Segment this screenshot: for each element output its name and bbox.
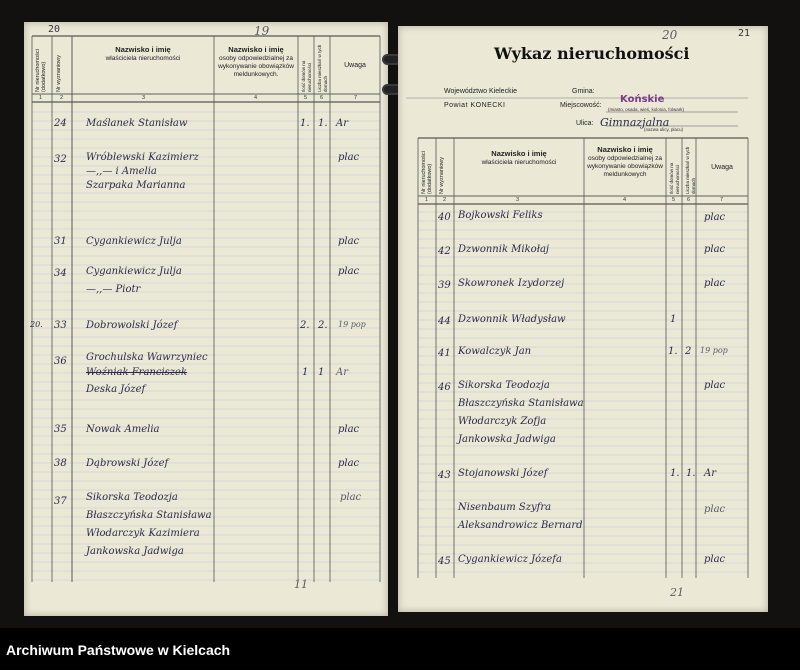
entry-owner: Maślanek Stanisław — [86, 118, 188, 129]
entry-owner: Aleksandrowicz Bernard — [458, 520, 583, 531]
header-responsible-sub: osoby odpowiedzialnej za wykonywanie obowiązków meldunkowych. — [218, 55, 294, 78]
entry-flats: 1 — [318, 367, 325, 378]
bottom-pencil-mark: 21 — [670, 586, 684, 599]
entry-houses: 1 — [302, 367, 309, 378]
entry-owner: Deska Józef — [86, 384, 146, 395]
entry-owner: Sikorska Teodozja — [458, 380, 550, 391]
bottom-pencil-mark: 11 — [294, 578, 308, 591]
colnum-1: 1 — [425, 197, 429, 203]
header-responsible-sub: osoby odpowiedzialnej za wykonywanie obowiązków meldunkowych — [587, 155, 663, 178]
entry-flats: 2. — [318, 320, 328, 331]
colnum-3: 3 — [516, 197, 520, 203]
entry-owner: Dzwonnik Mikołaj — [458, 244, 550, 255]
entry-owner: Cygankiewicz Józefa — [458, 554, 562, 565]
entry-remark: plac — [338, 458, 360, 469]
entry-owner: Cygankiewicz Julja — [86, 266, 182, 277]
entry-remark: 19 pop — [338, 320, 366, 329]
gmina-label: Gmina: — [572, 88, 595, 95]
colnum-3: 3 — [142, 95, 146, 101]
entry-owner: Dąbrowski Józef — [86, 458, 169, 469]
entry-remark: plac — [338, 424, 360, 435]
ulica-note: (nazwa ulicy, placu) — [644, 127, 684, 132]
entry-remark: plac — [704, 554, 726, 565]
left-ruling — [24, 22, 388, 616]
entry-wyzn-nr: 24 — [54, 118, 67, 129]
wojewodztwo-label: Województwo Kieleckie — [444, 88, 518, 95]
header-houses: Ilość domów na nieruchomości — [669, 162, 680, 194]
entry-wyzn-nr: 45 — [438, 556, 451, 567]
entry-owner: —,,— Piotr — [86, 284, 141, 295]
entry-wyzn-nr: 34 — [54, 268, 67, 279]
entry-flats: 2 — [685, 346, 692, 357]
miejscowosc-label: Miejscowość: — [560, 102, 602, 109]
entry-wyzn-nr: 37 — [54, 496, 67, 507]
archive-caption-bar — [0, 628, 800, 670]
colnum-2: 2 — [60, 95, 64, 101]
pencil-page-number: 20 — [662, 28, 678, 42]
colnum-5: 5 — [304, 95, 308, 101]
colnum-7: 7 — [354, 95, 358, 101]
entry-wyzn-nr: 35 — [54, 424, 67, 435]
entry-wyzn-nr: 38 — [54, 458, 67, 469]
entry-remark: plac — [338, 236, 360, 247]
header-owner — [74, 46, 212, 63]
header-nr-nieruchomosci: Nr nieruchomości (dodatkowo) — [421, 151, 433, 194]
colnum-4: 4 — [254, 95, 258, 101]
entry-wyzn-nr: 41 — [438, 348, 451, 359]
header-nr-wyznaniowy: Nr wyznaniowy — [56, 55, 62, 92]
entry-owner: Dobrowolski Józef — [86, 320, 178, 331]
document-title: Wykaz nieruchomości — [494, 44, 690, 63]
entry-owner: Nowak Amelia — [86, 424, 160, 435]
entry-owner: Cygankiewicz Julja — [86, 236, 182, 247]
header-owner-sub: właściciela nieruchomości — [481, 159, 557, 166]
header-houses: Ilość domów na nieruchomości — [301, 60, 312, 92]
entry-owner: Nisenbaum Szyfra — [458, 502, 552, 513]
pencil-page-number: 19 — [254, 24, 270, 38]
entry-flats: 1. — [318, 118, 328, 129]
entry-wyzn-nr: 36 — [54, 356, 67, 367]
colnum-1: 1 — [39, 95, 43, 101]
header-owner-title: Nazwisko i imię — [115, 45, 171, 54]
colnum-7: 7 — [720, 197, 724, 203]
colnum-6: 6 — [320, 95, 324, 101]
entry-owner: Błaszczyńska Stanisława — [86, 510, 212, 521]
colnum-6: 6 — [687, 197, 691, 203]
entry-owner: Kowalczyk Jan — [458, 346, 532, 357]
header-owner — [456, 150, 582, 167]
entry-remark: plac — [338, 266, 360, 277]
printed-page-number: 20 — [48, 24, 61, 35]
entry-owner: Sikorska Teodozja — [86, 492, 178, 503]
archive-caption: Archiwum Państwowe w Kielcach — [6, 642, 231, 658]
left-page — [24, 22, 388, 616]
entry-remark: 19 pop — [700, 346, 728, 355]
header-nr-nieruchomosci: Nr nieruchomości (dodatkowo) — [35, 49, 47, 92]
entry-owner: Dzwonnik Władysław — [458, 314, 566, 325]
entry-owner: Włodarczyk Kazimiera — [86, 528, 200, 539]
entry-owner: Woźniak Franciszek — [86, 367, 188, 378]
entry-owner: Jankowska Jadwiga — [458, 434, 556, 445]
header-responsible — [586, 146, 664, 179]
entry-owner: Włodarczyk Zofja — [458, 416, 547, 427]
entry-owner: Wróblewski Kazimierz — [86, 152, 199, 163]
entry-owner: Jankowska Jadwiga — [86, 546, 184, 557]
header-remarks: Uwaga — [344, 62, 366, 69]
entry-wyzn-nr: 31 — [54, 236, 67, 247]
entry-wyzn-nr: 43 — [438, 470, 451, 481]
entry-owner: Grochulska Wawrzyniec — [86, 352, 208, 363]
entry-remark: plac — [338, 152, 360, 163]
header-responsible-title: Nazwisko i imię — [228, 45, 284, 54]
entry-wyzn-nr: 46 — [438, 382, 451, 393]
header-responsible — [216, 46, 296, 79]
entry-property-nr: 20. — [30, 320, 43, 329]
entry-wyzn-nr: 42 — [438, 246, 451, 257]
entry-wyzn-nr: 33 — [54, 320, 67, 331]
powiat-label: Powiat KONECKI — [444, 102, 506, 109]
entry-remark: Ar — [336, 118, 349, 129]
header-remarks: Uwaga — [711, 164, 733, 171]
ulica-value: Gimnazjalna — [600, 116, 670, 129]
printed-page-number: 21 — [738, 28, 751, 39]
entry-remark: plac — [704, 504, 726, 515]
colnum-2: 2 — [443, 197, 447, 203]
entry-flats: 1. — [686, 468, 696, 479]
right-ruling — [398, 26, 768, 612]
entry-houses: 1 — [670, 314, 677, 325]
entry-remark: Ar — [704, 468, 717, 479]
colnum-4: 4 — [623, 197, 627, 203]
header-owner-sub: właściciela nieruchomości — [105, 55, 181, 62]
entry-remark: plac — [704, 380, 726, 391]
header-nr-wyznaniowy: Nr wyznaniowy — [439, 157, 445, 194]
entry-wyzn-nr: 32 — [54, 154, 67, 165]
entry-owner: Błaszczyńska Stanisława — [458, 398, 584, 409]
entry-owner: —,,— i Amelia — [86, 166, 157, 177]
header-owner-title: Nazwisko i imię — [491, 149, 547, 158]
entry-wyzn-nr: 40 — [438, 212, 451, 223]
entry-remark: plac — [704, 212, 726, 223]
header-responsible-title: Nazwisko i imię — [597, 145, 653, 154]
entry-owner: Bojkowski Feliks — [458, 210, 543, 221]
entry-houses: 1. — [668, 346, 678, 357]
entry-remark: plac — [704, 278, 726, 289]
entry-owner: Szarpaka Marianna — [86, 180, 186, 191]
entry-wyzn-nr: 44 — [438, 316, 451, 327]
header-flats: Liczba mieszkań w tych domach — [685, 146, 696, 194]
miejscowosc-stamp: Końskie — [620, 94, 665, 105]
entry-remark: plac — [704, 244, 726, 255]
entry-houses: 2. — [300, 320, 310, 331]
entry-remark: plac — [340, 492, 362, 503]
entry-remark: Ar — [336, 367, 349, 378]
entry-owner: Skowronek Izydorzej — [458, 278, 565, 289]
entry-houses: 1. — [670, 468, 680, 479]
entry-owner: Stojanowski Józef — [458, 468, 548, 479]
right-page — [398, 26, 768, 612]
miejscowosc-note: (miasto, osada, wieś, kolonia, folwark) — [608, 107, 685, 112]
header-flats: Liczba mieszkań w tych domach — [317, 44, 328, 92]
colnum-5: 5 — [672, 197, 676, 203]
entry-houses: 1. — [300, 118, 310, 129]
entry-wyzn-nr: 39 — [438, 280, 451, 291]
ulica-label: Ulica: — [576, 120, 594, 127]
